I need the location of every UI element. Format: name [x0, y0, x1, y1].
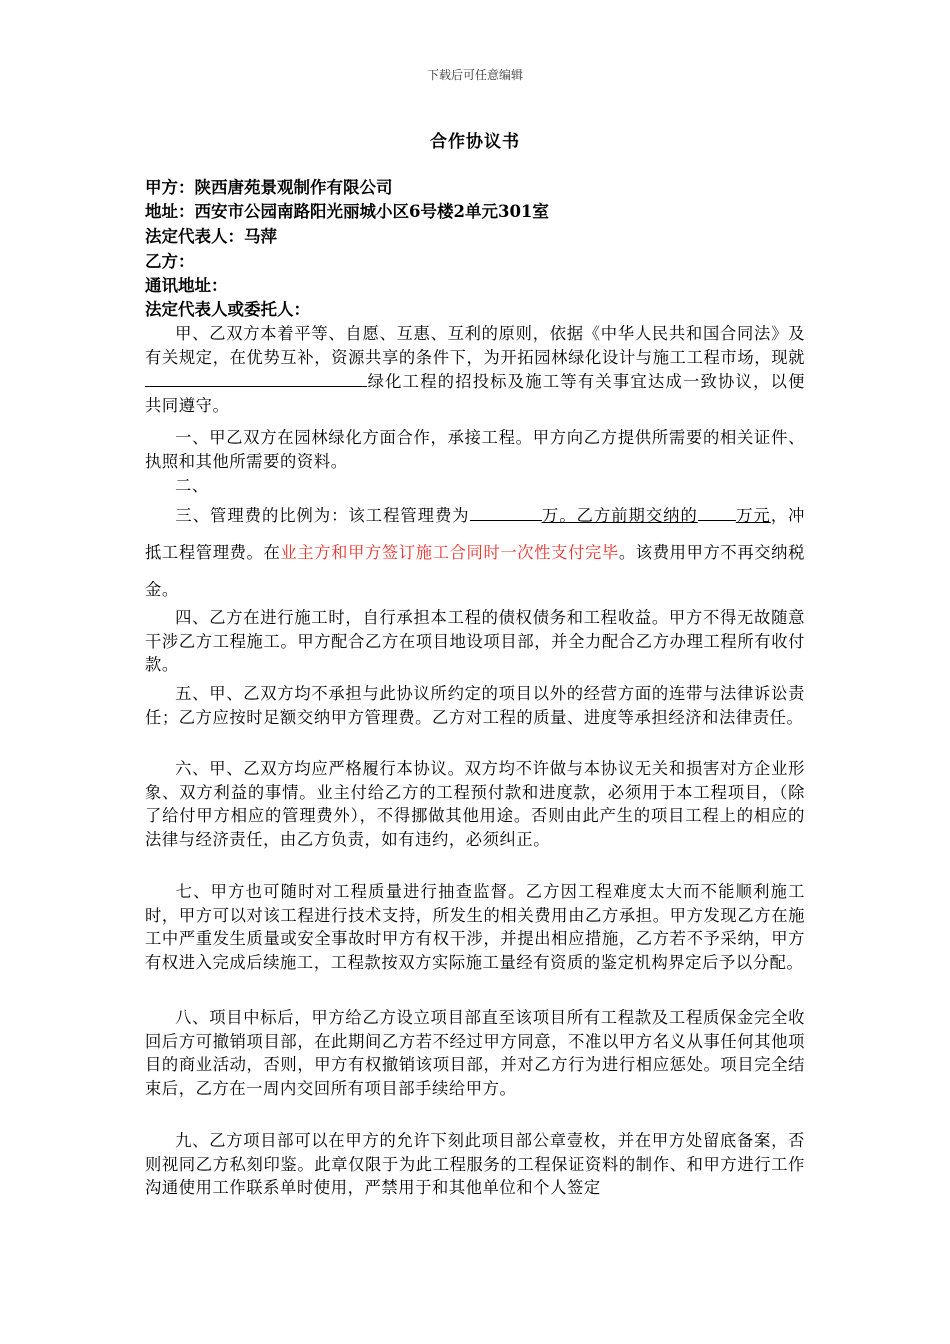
clause-7-text: 七、甲方也可随时对工程质量进行抽查监督。乙方因工程难度太大而不能顺利施工时，甲方可以对该工程进行技术支持，所发生的相关费用由乙方承担。甲方发现乙方在施工中严重发生质量或安全事故时甲方有权干涉，并提出相应措施，乙方若不予采纳，甲方有权进入完成后续施工，工程款按双方实际施工量经有资质的鉴定机构界定后予以分配。: [145, 882, 805, 973]
clause-3: [145, 497, 805, 608]
clause-3-unit-wan: 万: [735, 506, 754, 525]
clause-4-text: 四、乙方在进行施工时，自行承担本工程的债权债务和工程收益。甲方不得无故随意干涉乙方工程施工。甲方配合乙方在项目地设项目部，并全力配合乙方办理工程所有收付款。: [145, 608, 805, 675]
clause-3-text-b: 万。乙方前期交纳的: [541, 506, 698, 525]
clause-2-text: 二、: [175, 476, 209, 495]
clause-8-text: 八、项目中标后，甲方给乙方设立项目部直至该项目所有工程款及工程质保金完全收回后方可撤销项目部，在此期间乙方若不经过甲方同意，不准以甲方名义从事任何其他项目的商业活动，否则，甲方有权撤销该项目部，并对乙方行为进行相应惩处。项目完全结束后，乙方在一周内交回所有项目部手续给甲方。: [145, 1008, 805, 1099]
clause-4: [145, 606, 805, 677]
clause-7: [145, 880, 805, 975]
rep-or-agent-line: 法定代表人或委托人：: [145, 300, 310, 319]
clause-1-text: 一、甲乙双方在园林绿化方面合作，承接工程。甲方向乙方提供所需要的相关证件、执照和其他所需要的资料。: [145, 428, 805, 471]
document-title: 合作协议书: [430, 132, 520, 152]
clause-3-text-e: ，冲抵工程管理费。在: [145, 506, 806, 562]
clause-9-text: 九、乙方项目部可以在甲方的允许下刻此项目部公章壹枚，并在甲方处留底备案，否则视同乙方私刻印鉴。此章仅限于为此工程服务的工程保证资料的制作、和甲方进行工作沟通使用工作联系单时使用，严禁用于和其他单位和个人签定: [145, 1131, 805, 1198]
clause-3-unit-yuan: 元: [753, 506, 771, 525]
clause-5-text: 五、甲、乙双方均不承担与此协议所约定的项目以外的经营方面的连带与法律诉讼责任；乙方应按时足额交纳甲方管理费。乙方对工程的质量、进度等承担经济和法律责任。: [145, 684, 805, 727]
header-note: 下载后可任意编辑: [426, 68, 523, 82]
intro-text-part1: 甲、乙双方本着平等、自愿、互惠、互利的原则，依据《中华人民共和国合同法》及有关规定，在优势互补，资源共享的条件下，为开拓园林绿化设计与施工工程市场，现就: [145, 324, 805, 367]
clause-2: [145, 474, 805, 498]
party-b-line: 乙方：: [145, 252, 195, 271]
party-a-line: 甲方：陕西唐苑景观制作有限公司: [145, 178, 393, 197]
address-line: 地址：西安市公园南路阳光丽城小区6号楼2单元301室: [145, 202, 549, 221]
clause-8: [145, 1006, 805, 1101]
mail-address-line: 通讯地址：: [145, 276, 228, 295]
clause-5: [145, 682, 805, 729]
clause-3-text-g: 用甲方不再交纳税金。: [145, 543, 805, 599]
clause-6: [145, 757, 805, 852]
clause-3-text-a: 三、管理费的比例为：该工程管理费为: [175, 506, 470, 525]
prepaid-amount-blank: [698, 503, 736, 521]
intro-paragraph: [145, 322, 805, 418]
project-name-blank: [145, 369, 367, 387]
management-fee-blank: [470, 503, 542, 521]
clause-9: [145, 1129, 805, 1200]
clause-1: [145, 426, 805, 473]
clause-3-highlight: 业主方和甲方签订施工合同时一次性支付完毕: [280, 543, 619, 562]
clause-3-text-f: 。该费: [618, 543, 670, 562]
clause-6-text: 六、甲、乙双方均应严格履行本协议。双方均不许做与本协议无关和损害对方企业形象、双方利益的事情。业主付给乙方的工程预付款和进度款，必须用于本工程项目，（除了给付甲方相应的管理费外），不得挪做其他用途。否则由此产生的项目工程上的相应的法律与经济责任，由乙方负责，如有违约，必须纠正。: [145, 759, 805, 850]
intro-text-part2: 绿化工程的招投标及施工等有关事宜达成一致协议，以便共同遵守。: [145, 372, 805, 416]
legal-rep-line: 法定代表人：马萍: [145, 227, 277, 246]
